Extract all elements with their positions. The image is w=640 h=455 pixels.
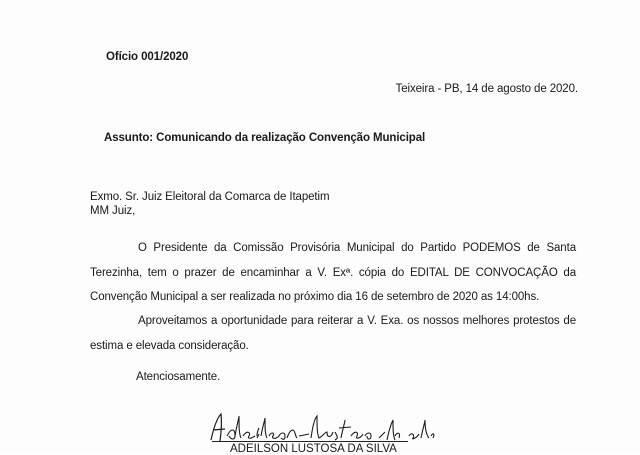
- document-reference: Ofício 001/2020: [106, 51, 189, 63]
- handwritten-signature: [205, 410, 435, 444]
- signature-line: [212, 441, 408, 442]
- body-paragraph-1: O Presidente da Comissão Provisória Municipal do Partido PODEMOS de Santa Terezinha, tem o prazer de encaminhar a V. Exª. cópia do EDITAL DE CONVOCAÇÃO da Convenção Municipal a ser realizada no próximo dia 16 de setembro de 2020 as 14:00hs.: [90, 242, 576, 303]
- addressee-line-2: MM Juiz,: [90, 205, 136, 217]
- place-date: Teixeira - PB, 14 de agosto de 2020.: [395, 83, 578, 95]
- subject-line: Assunto: Comunicando da realização Convenção Municipal: [104, 132, 426, 144]
- body-paragraph-2: Aproveitamos a oportunidade para reiterar a V. Exa. os nossos melhores protestos de estima e elevada consideração.: [90, 315, 576, 352]
- closing-salutation: Atenciosamente.: [136, 371, 221, 383]
- addressee-line-1: Exmo. Sr. Juiz Eleitoral da Comarca de Itapetim: [90, 191, 330, 203]
- signer-name: ADEILSON LUSTOSA DA SILVA: [230, 443, 397, 455]
